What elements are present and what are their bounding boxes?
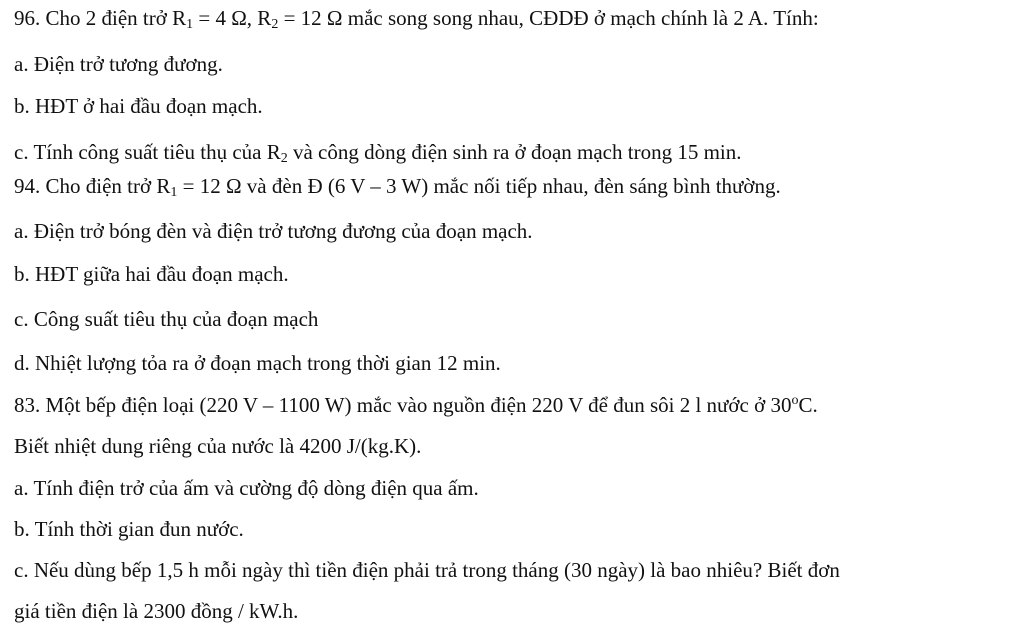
problem-94-part-c: c. Công suất tiêu thụ của đoạn mạch xyxy=(14,307,319,331)
problem-94-intro: 94. Cho điện trở $R_1 = 12$ Ω và đèn Đ (6 V – 3 W) mắc nối tiếp nhau, đèn sáng bình thường. xyxy=(14,174,781,200)
problem-83-part-c-line-1: c. Nếu dùng bếp 1,5 h mỗi ngày thì tiền điện phải trả trong tháng (30 ngày) là bao nhiêu? Biết đơn xyxy=(14,558,840,582)
problem-96-intro: 96. Cho 2 điện trở $R_1 = 4$ Ω, $R_2 = 12$ Ω mắc song song nhau, CĐDĐ ở mạch chính là 2 A. Tính: xyxy=(14,6,819,32)
problem-83-intro: 83. Một bếp điện loại (220 V – 1100 W) mắc vào nguồn điện 220 V để đun sôi 2 l nước ở 30$^o$C. xyxy=(14,393,818,417)
problem-96-part-b: b. HĐT ở hai đầu đoạn mạch. xyxy=(14,94,263,118)
problem-83-part-c-line-2: giá tiền điện là 2300 đồng / kW.h. xyxy=(14,599,299,623)
problem-94-part-d: d. Nhiệt lượng tỏa ra ở đoạn mạch trong thời gian 12 min. xyxy=(14,351,501,375)
problem-96-part-c: c. Tính công suất tiêu thụ của $R_2$ và công dòng điện sinh ra ở đoạn mạch trong 15 min. xyxy=(14,140,742,166)
problem-94-part-a: a. Điện trở bóng đèn và điện trở tương đương của đoạn mạch. xyxy=(14,219,533,243)
problem-96-part-a: a. Điện trở tương đương. xyxy=(14,52,223,76)
problem-83-part-a: a. Tính điện trở của ấm và cường độ dòng điện qua ấm. xyxy=(14,476,479,500)
problem-94-part-b: b. HĐT giữa hai đầu đoạn mạch. xyxy=(14,262,289,286)
problem-83-intro-2: Biết nhiệt dung riêng của nước là 4200 J/(kg.K). xyxy=(14,434,422,458)
problem-83-part-b: b. Tính thời gian đun nước. xyxy=(14,517,244,541)
